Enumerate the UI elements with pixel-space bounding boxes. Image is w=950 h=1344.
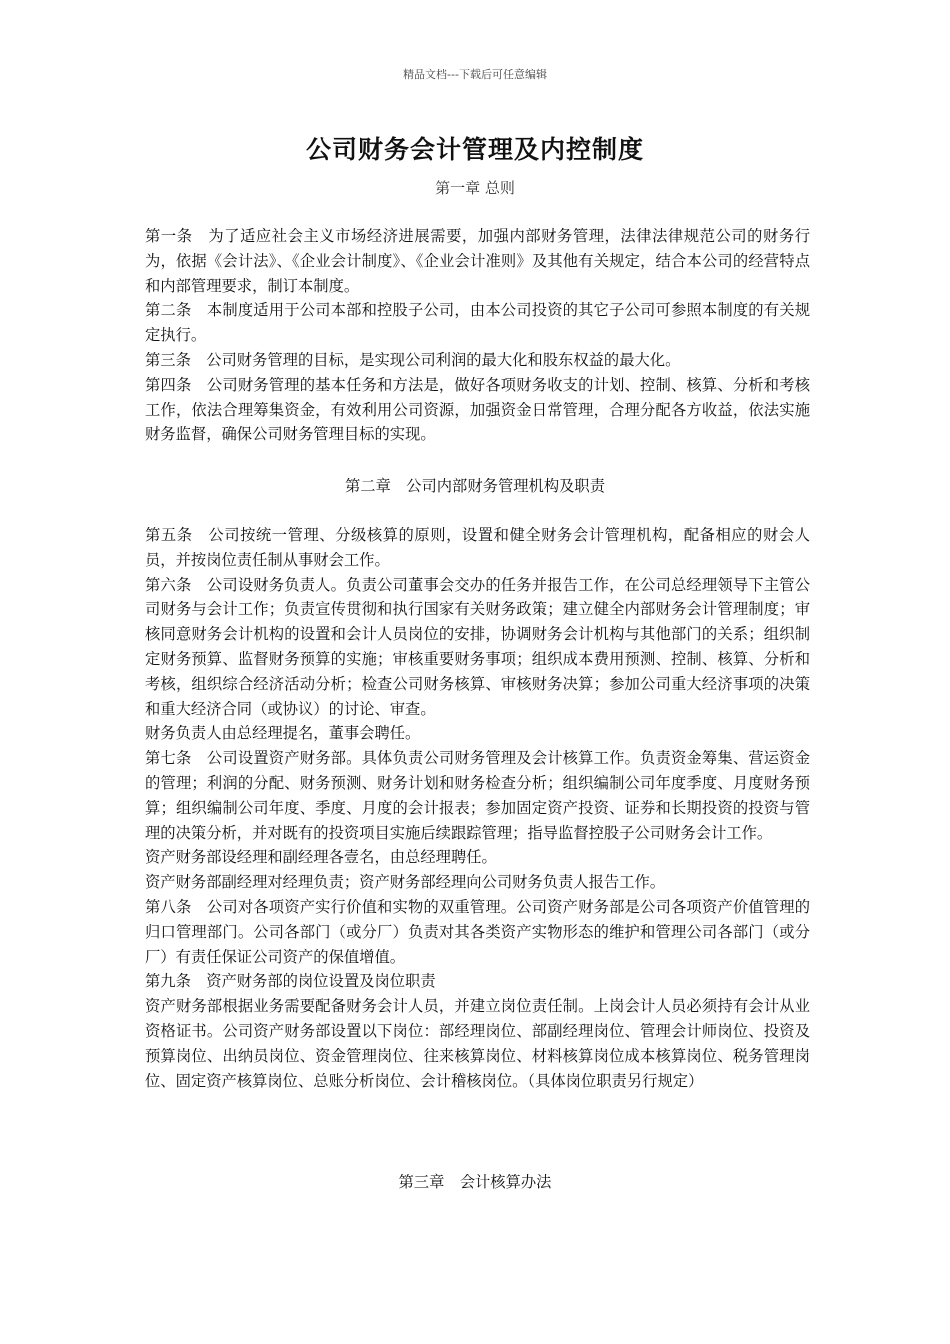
reporting-line: 资产财务部副经理对经理负责；资产财务部经理向公司财务负责人报告工作。 — [145, 873, 666, 892]
chapter-1-body — [145, 224, 810, 447]
finance-head-appointment: 财务负责人由总经理提名，董事会聘任。 — [145, 724, 421, 743]
article-6: 第六条 公司设财务负责人。负责公司董事会交办的任务并报告工作，在公司总经理领导下主管公司财务与会计工作；负责宣传贯彻和执行国家有关财务政策；建立健全内部财务会计管理制度；审核同意财务会计机构的设置和会计人员岗位的安排，协调财务会计机构与其他部门的关系；组织制定财务预算、监督财务预算的实施；审核重要财务事项；组织成本费用预测、控制、核算、分析和考核，组织综合经济活动分析；检查公司财务核算、审核财务决算；参加公司重大经济事项的决策和重大经济合同（或协议）的讨论、审查。 — [145, 575, 810, 718]
article-1: 第一条 为了适应社会主义市场经济进展需要，加强内部财务管理，法律法律规范公司的财务行为，依据《会计法》、《企业会计制度》、《企业会计准则》及其他有关规定，结合本公司的经营特点和内部管理要求，制订本制度。 — [145, 227, 810, 295]
article-9: 第九条 资产财务部的岗位设置及岗位职责 — [145, 972, 436, 991]
chapter-2-body — [145, 523, 810, 1093]
document-title: 公司财务会计管理及内控制度 — [305, 135, 644, 164]
article-3: 第三条 公司财务管理的目标，是实现公司利润的最大化和股东权益的最大化。 — [145, 350, 681, 369]
article-5: 第五条 公司按统一管理、分级核算的原则，设置和健全财务会计管理机构，配备相应的财会人员，并按岗位责任制从事财会工作。 — [145, 526, 810, 569]
article-7: 第七条 公司设置资产财务部。具体负责公司财务管理及会计核算工作。负责资金筹集、营运资金的管理；利润的分配、财务预测、财务计划和财务检查分析；组织编制公司年度季度、月度财务预算；组织编制公司年度、季度、月度的会计报表；参加固定资产投资、证券和长期投资的投资与管理的决策分析，并对既有的投资项目实施后续跟踪管理；指导监督控股子公司财务会计工作。 — [145, 749, 810, 842]
page-header: 精品文档---下载后可任意编辑 — [403, 68, 547, 81]
chapter-1-heading: 第一章 总则 — [435, 179, 515, 197]
article-2: 第二条 本制度适用于公司本部和控股子公司，由本公司投资的其它子公司可参照本制度的有关规定执行。 — [145, 301, 810, 345]
chapter-2-heading: 第二章 公司内部财务管理机构及职责 — [344, 477, 606, 495]
positions-paragraph: 资产财务部根据业务需要配备财务会计人员，并建立岗位责任制。上岗会计人员必须持有会计从业资格证书。公司资产财务部设置以下岗位：部经理岗位、部副经理岗位、管理会计师岗位、投资及预算岗位、出纳员岗位、资金管理岗位、往来核算岗位、材料核算岗位成本核算岗位、税务管理岗位、固定资产核算岗位、总账分析岗位、会计稽核岗位。（具体岗位职责另行规定） — [145, 997, 810, 1090]
chapter-3-heading: 第三章 会计核算办法 — [398, 1173, 552, 1191]
department-managers: 资产财务部设经理和副经理各壹名，由总经理聘任。 — [145, 848, 497, 867]
article-8: 第八条 公司对各项资产实行价值和实物的双重管理。公司资产财务部是公司各项资产价值管理的归口管理部门。公司各部门（或分厂）负责对其各类资产实物形态的维护和管理公司各部门（或分厂）有责任保证公司资产的保值增值。 — [145, 897, 810, 966]
article-4: 第四条 公司财务管理的基本任务和方法是，做好各项财务收支的计划、控制、核算、分析和考核工作，依法合理筹集资金，有效利用公司资源，加强资金日常管理，合理分配各方收益，依法实施财务监督，确保公司财务管理目标的实现。 — [145, 375, 810, 444]
